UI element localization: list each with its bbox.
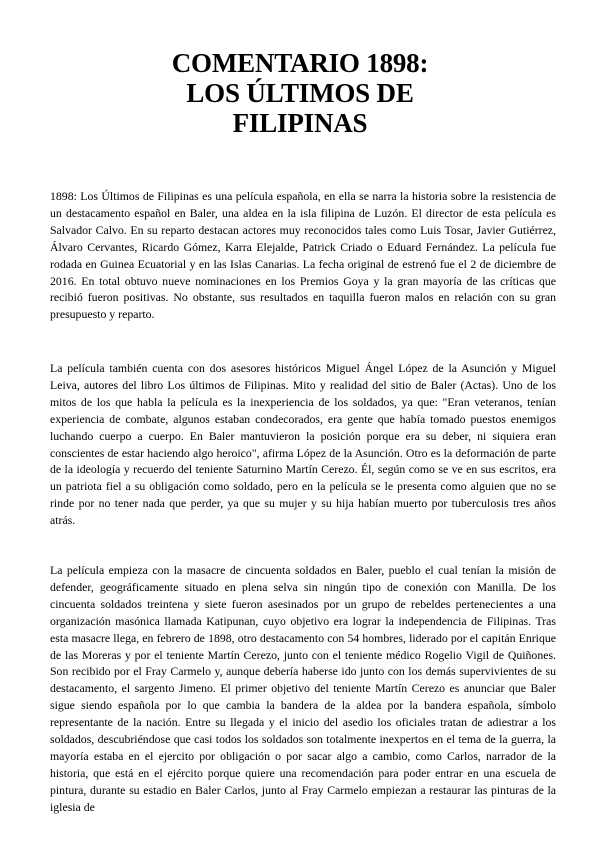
paragraph-intro: 1898: Los Últimos de Filipinas es una película española, en ella se narra la historia sobre la resistencia de un destacamento español en Baler, una aldea en la isla filipina de Luzón. El director de esta película es Salvador Calvo. En su reparto destacan actores muy reconocidos tales como Luis Tosar, Javier Gutiérrez, Álvaro Cervantes, Ricardo Gómez, Karra Elejalde, Patrick Criado o Eduard Fernández. La película fue rodada en Guinea Ecuatorial y en las Islas Canarias. La fecha original de estrenó fue el 2 de diciembre de 2016. En total obtuvo nueve nominaciones en los Premios Goya y la gran mayoría de las críticas que recibió fueron positivas. No obstante, sus resultados en taquilla fueron malos en relación con su gran presupuesto y reparto. [50,189,556,322]
title-line-2: LOS ÚLTIMOS DE [186,78,414,108]
title-line-1: COMENTARIO 1898: [171,48,429,78]
paragraph-plot: La película empieza con la masacre de cincuenta soldados en Baler, pueblo el cual tenían la misión de defender, geográficamente situado en plena selva sin ningún tipo de conexión con Manilla. De los cincuenta soldados treintena y siete fueron asesinados por un grupo de rebeldes pertenecientes a una organización masónica llamada Katipunan, cuyo objetivo era lograr la independencia de Filipinas. Tras esta masacre llega, en febrero de 1898, otro destacamento con 54 hombres, liderado por el capitán Enrique de las Moreras y por el teniente Martín Cerezo, junto con el teniente médico Rogelio Vigil de Quiñones. Son recibido por el Fray Carmelo y, aunque debería haberse ido junto con los demás supervivientes de su destacamento, el sargento Jimeno. El primer objetivo del teniente Martín Cerezo es anunciar que Baler sigue siendo española por lo que cambia la bandera de la aldea por la bandera española, símbolo representante de la nación. Entre su llegada y el inicio del asedio los oficiales tratan de adiestrar a los soldados, descubriéndose que casi todos los soldados son totalmente inexpertos en el tema de la guerra, la mayoría estaba en el ejercito por obligación o por sacar algo a cambio, como Carlos, narrador de la historia, que está en el ejército porque quiere una recomendación para poder entrar en una escuela de pintura, durante su estadio en Baler Carlos, junto al Fray Carmelo empiezan a restaurar las pinturas de la iglesia de [50,563,556,814]
title-line-3: FILIPINAS [232,108,368,138]
paragraph-advisors: La película también cuenta con dos asesores históricos Miguel Ángel López de la Asunción y Miguel Leiva, autores del libro Los últimos de Filipinas. Mito y realidad del sitio de Baler (Actas). Uno de los mitos de los que habla la película es la inexperiencia de los soldados, ya que: "Eran veteranos, tenían experiencia de combate, algunos estaban condecorados, era gente que había tomado puestos enemigos luchando cuerpo a cuerpo. En Baler mantuvieron la posición porque era su deber, ni siquiera eran conscientes de estar haciendo algo heroico", afirma López de la Asunción. Otro es la deformación de parte de la ideología y recuerdo del teniente Saturnino Martín Cerezo. Él, según como se ve en sus escritos, era un patriota fiel a su obligación como soldado, pero en la película se le presenta como alguien que no se rinde por no tener nada que perder, ya que su mujer y su hija habían muerto por tuberculosis tres años atrás. [50,361,556,528]
document-title [0,48,600,138]
